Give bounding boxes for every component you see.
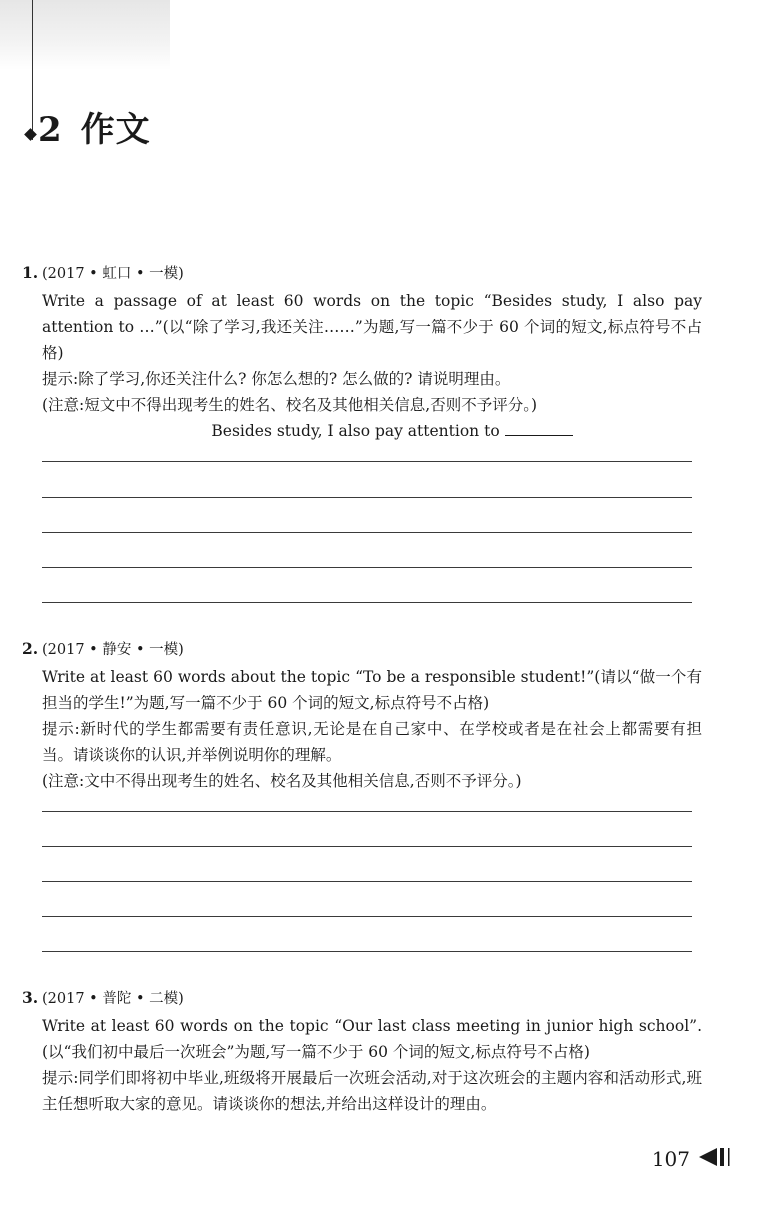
question-prompt: Write a passage of at least 60 words on the topic “Besides study, I also pay attention to …”(以“除了学习,我还关注……”为题,写一篇不少于 60 个词的短文,标点符号不占格) bbox=[42, 292, 702, 362]
answer-line[interactable] bbox=[42, 602, 692, 603]
question-source: (2017 • 静安 • 一模) bbox=[42, 642, 184, 658]
question-hint: 提示:新时代的学生都需要有责任意识,无论是在自己家中、在学校或者是在社会上都需要有担当。请谈谈你的认识,并举例说明你的理解。 bbox=[42, 720, 702, 764]
answer-line[interactable] bbox=[42, 532, 692, 533]
answer-line[interactable] bbox=[42, 811, 692, 812]
answer-line[interactable] bbox=[42, 881, 692, 882]
left-arrow-bar-icon bbox=[697, 1146, 737, 1168]
question-number: 2. bbox=[22, 639, 39, 658]
margin-line bbox=[32, 0, 33, 140]
corner-shade bbox=[0, 0, 170, 70]
question-note: (注意:文中不得出现考生的姓名、校名及其他相关信息,否则不予评分。) bbox=[42, 772, 522, 790]
diamond-bullet-icon bbox=[24, 128, 37, 141]
question-1 bbox=[22, 262, 702, 444]
answer-line[interactable] bbox=[42, 846, 692, 847]
title-blank[interactable] bbox=[505, 421, 573, 436]
question-header bbox=[22, 987, 702, 1013]
question-body bbox=[22, 664, 702, 794]
page-number: 107 bbox=[651, 1147, 690, 1171]
answer-line[interactable] bbox=[42, 951, 692, 952]
question-header bbox=[22, 638, 702, 664]
question-2 bbox=[22, 638, 702, 794]
answer-line[interactable] bbox=[42, 461, 692, 462]
chapter-title: 作文 bbox=[80, 110, 151, 150]
question-note: (注意:短文中不得出现考生的姓名、校名及其他相关信息,否则不予评分。) bbox=[42, 396, 537, 414]
chapter-heading bbox=[38, 102, 151, 151]
question-prompt: Write at least 60 words on the topic “Our last class meeting in junior high school”. (以“我们初中最后一次班会”为题,写一篇不少于 60 个词的短文,标点符号不占格) bbox=[42, 1017, 702, 1061]
answer-line[interactable] bbox=[42, 567, 692, 568]
question-source: (2017 • 普陀 • 二模) bbox=[42, 991, 184, 1007]
question-body bbox=[22, 288, 702, 444]
question-hint: 提示:同学们即将初中毕业,班级将开展最后一次班会活动,对于这次班会的主题内容和活动形式,班主任想听取大家的意见。请谈谈你的想法,并给出这样设计的理由。 bbox=[42, 1069, 702, 1113]
question-number: 1. bbox=[22, 263, 39, 282]
question-body bbox=[22, 1013, 702, 1117]
question-source: (2017 • 虹口 • 一模) bbox=[42, 266, 184, 282]
chapter-number: 2 bbox=[38, 110, 63, 150]
essay-title-text: Besides study, I also pay attention to bbox=[211, 422, 500, 440]
question-number: 3. bbox=[22, 988, 39, 1007]
question-3 bbox=[22, 987, 702, 1117]
question-hint: 提示:除了学习,你还关注什么? 你怎么想的? 怎么做的? 请说明理由。 bbox=[42, 370, 511, 388]
answer-line[interactable] bbox=[42, 916, 692, 917]
question-prompt: Write at least 60 words about the topic “To be a responsible student!”(请以“做一个有担当的学生!”为题,写一篇不少于 60 个词的短文,标点符号不占格) bbox=[42, 668, 702, 712]
question-header bbox=[22, 262, 702, 288]
answer-line[interactable] bbox=[42, 497, 692, 498]
essay-title-line bbox=[42, 418, 702, 444]
